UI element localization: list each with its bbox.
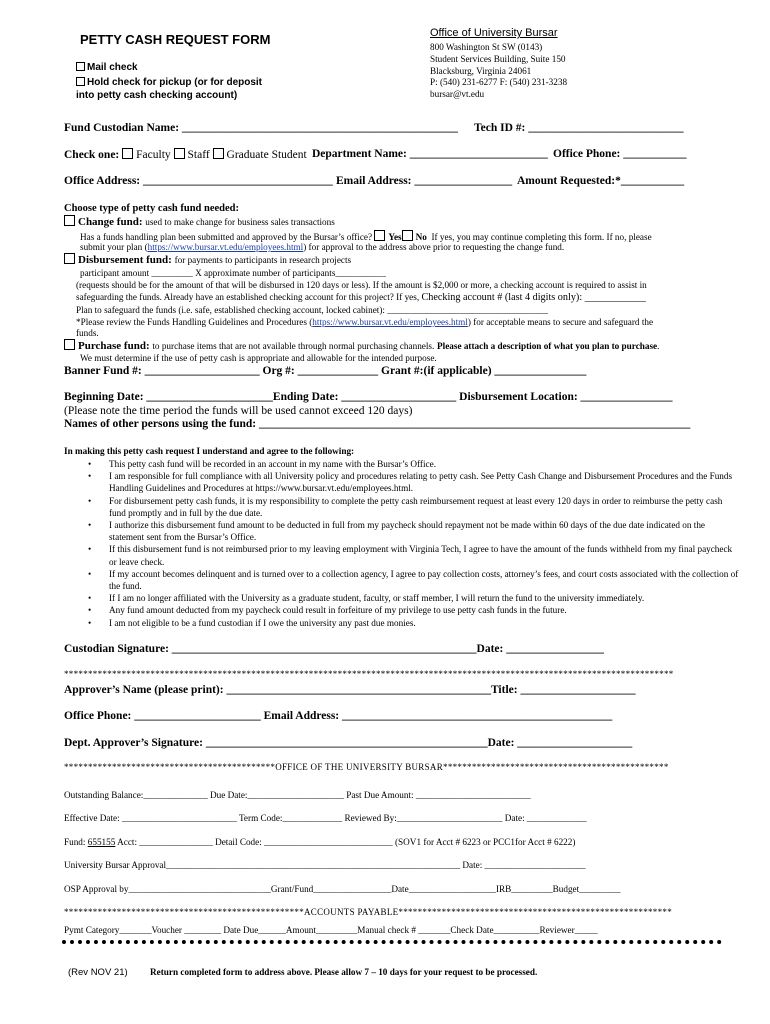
form-title: PETTY CASH REQUEST FORM <box>80 32 271 47</box>
agreement-item: • If my account becomes delinquent and is turned over to a collection agency, I agree to pay collection costs, attorney’s fees, and court costs associated with the collection of the fund. <box>64 568 740 592</box>
agreement-item: • I am not eligible to be a fund custodian if I owe the university any past due monies. <box>64 617 740 629</box>
accounts-payable-heading: **************************************************ACCOUNTS PAYABLE********************************************************* <box>64 907 673 917</box>
agreement-heading: In making this petty cash request I understand and agree to the following: <box>64 446 355 456</box>
fund-type-heading: Choose type of petty cash fund needed: <box>64 203 240 214</box>
agreement-list <box>64 458 740 629</box>
change-fund-line-2: submit your plan (https://www.bursar.vt.edu/employees.html) for approval to the address above prior to requesting the change fund. <box>80 242 565 252</box>
agreement-item: • I am responsible for full compliance with all University policy and procedures relating to petty cash. See Petty Cash Change and Disbursement Procedures and the Funds Handling Guidelines and Procedures at https://www.bursar.vt.edu/employees.html. <box>64 470 740 494</box>
dashed-separator <box>62 940 722 944</box>
no-checkbox[interactable] <box>402 230 413 241</box>
change-fund-checkbox[interactable] <box>64 215 75 226</box>
agreement-item: • If I am no longer affiliated with the University as a graduate student, faculty, or staff member, I will return the fund to the university immediately. <box>64 592 740 604</box>
email-address-field[interactable]: Email Address: _________________ <box>336 175 513 187</box>
office-address-field[interactable]: Office Address: _________________________________ <box>64 175 333 187</box>
change-fund-option: Change fund: used to make change for business sales transactions <box>64 215 335 228</box>
address-line-1: 800 Washington St SW (0143) <box>430 42 543 52</box>
disbursement-line-2: (requests should be for the amount of that will be disbursed in 120 days or less). If the amount is $2,000 or more, a checking account is required to assist in <box>76 280 647 290</box>
safeguard-plan-field[interactable]: Plan to safeguard the funds (i.e. safe, established checking account, locked cabinet): ___________________________________ <box>76 305 549 315</box>
mail-check-checkbox[interactable] <box>76 62 85 71</box>
purchase-fund-checkbox[interactable] <box>64 339 75 350</box>
disbursement-line-5: *Please review the Funds Handling Guidelines and Procedures (https://www.bursar.vt.edu/employees.html) for acceptable means to secure and safeguard the <box>76 317 654 327</box>
amount-requested-field[interactable]: Amount Requested:*___________ <box>517 175 685 187</box>
office-address-block <box>430 42 567 101</box>
payment-row[interactable]: Pymt Category_______Voucher ________ Date Due______Amount_________Manual check # _______Check Date__________Reviewer_____ <box>64 925 598 935</box>
return-instructions: Return completed form to address above. Please allow 7 – 10 days for your request to be processed. <box>150 967 538 977</box>
revision-label: (Rev NOV 21) <box>68 967 128 978</box>
purchase-fund-line-2: We must determine if the use of petty cash is appropriate and allowable for the intended purpose. <box>80 353 437 363</box>
yes-checkbox[interactable] <box>374 230 385 241</box>
agreement-item: • For disbursement petty cash funds, it is my responsibility to complete the petty cash reimbursement request at least every 120 days in order to reimburse the petty cash fund promptly and in full by the due date. <box>64 495 740 519</box>
disbursement-line-3: safeguarding the funds. Already have an established checking account for this project? If yes, Checking account # (last 4 digits only): ____________ <box>76 292 646 303</box>
address-line-2: Student Services Building, Suite 150 <box>430 53 566 64</box>
office-phone-field[interactable]: Office Phone: ___________ <box>553 148 687 160</box>
change-fund-link[interactable]: https://www.bursar.vt.edu/employees.html <box>147 242 304 252</box>
separator-stars: ******************************************************************************************************************************* <box>64 669 674 679</box>
graduate-student-checkbox[interactable] <box>213 148 224 159</box>
fund-number: 655155 <box>87 837 116 847</box>
other-persons-field[interactable]: Names of other persons using the fund: ___________________________________________________________________________ <box>64 418 691 430</box>
funds-handling-link[interactable]: https://www.bursar.vt.edu/employees.html <box>312 317 468 327</box>
bursar-office-heading: ********************************************OFFICE OF THE UNIVERSITY BURSAR*********************************************** <box>64 762 669 772</box>
osp-approval-row[interactable]: OSP Approval by_______________________________Grant/Fund_________________Date___________________IRB_________Budget_________ <box>64 884 621 894</box>
department-name-field[interactable]: Department Name: ________________________ <box>312 148 548 160</box>
banner-fund-org-grant-row[interactable]: Banner Fund #: ____________________ Org #: ______________ Grant #:(if applicable) ________________ <box>64 365 587 377</box>
agreement-item: • This petty cash fund will be recorded in an account in my name with the Bursar’s Office. <box>64 458 740 470</box>
mail-check-option: Mail check <box>76 62 138 73</box>
agreement-item: • Any fund amount deducted from my paycheck could result in forfeiture of my privilege to use petty cash funds in the future. <box>64 604 740 616</box>
check-one-row: Check one: Faculty Staff Graduate Student <box>64 149 307 161</box>
approver-phone-email-field[interactable]: Office Phone: ______________________ Email Address: _______________________________________________ <box>64 710 613 722</box>
dept-approver-signature-field[interactable]: Dept. Approver’s Signature: _________________________________________________Date: ____________________ <box>64 737 633 749</box>
time-period-note: (Please note the time period the funds will be used cannot exceed 120 days) <box>64 405 413 417</box>
dates-location-row[interactable]: Beginning Date: ______________________Ending Date: ____________________ Disbursement Location: ________________ <box>64 391 673 403</box>
fund-acct-row[interactable]: Fund: 655155 Acct: ________________ Detail Code: ____________________________ (SOV1 for Acct # 6223 or PCC1for Acct # 6222) <box>64 837 576 847</box>
tech-id-field[interactable]: Tech ID #: ___________________________ <box>474 122 684 134</box>
hold-check-option: Hold check for pickup (or for deposit <box>76 77 262 88</box>
fund-custodian-name-field[interactable]: Fund Custodian Name: ________________________________________________ <box>64 122 458 134</box>
effective-date-row[interactable]: Effective Date: _________________________ Term Code:_____________ Reviewed By:_______________________ Date: _____________ <box>64 813 587 823</box>
custodian-signature-field[interactable]: Custodian Signature: _____________________________________________________Date: _________________ <box>64 643 604 655</box>
phone-fax: P: (540) 231-6277 F: (540) 231-3238 <box>430 77 568 88</box>
purchase-fund-option: Purchase fund: to purchase items that are not available through normal purchasing channels. Please attach a description of what you plan to purchase. <box>64 339 659 352</box>
faculty-checkbox[interactable] <box>122 148 133 159</box>
change-fund-line-1: Has a funds handling plan been submitted and approved by the Bursar’s office? Yes No If yes, you may continue completing this form. If no, please <box>80 232 652 242</box>
participant-amount-field[interactable]: participant amount _________ X approximate number of participants___________ <box>80 268 386 278</box>
staff-checkbox[interactable] <box>174 148 185 159</box>
hold-check-checkbox[interactable] <box>76 77 85 86</box>
approver-name-field[interactable]: Approver’s Name (please print): ______________________________________________Title: ____________________ <box>64 684 636 696</box>
office-name: Office of University Bursar <box>430 27 558 39</box>
agreement-item: • If this disbursement fund is not reimbursed prior to my leaving employment with Virginia Tech, I agree to have the amount of the funds withheld from my final paycheck or leave check. <box>64 543 740 567</box>
disbursement-fund-checkbox[interactable] <box>64 253 75 264</box>
disbursement-line-6: funds. <box>76 328 99 338</box>
university-bursar-approval-row[interactable]: University Bursar Approval________________________________________________________________ Date: ______________________ <box>64 860 586 870</box>
outstanding-balance-row[interactable]: Outstanding Balance:______________ Due Date:_____________________ Past Due Amount: _________________________ <box>64 790 531 800</box>
agreement-item: • I authorize this disbursement fund amount to be deducted in full from my paycheck should repayment not be made within 60 days of the due date indicated on the statement sent from the Bursar’s Office. <box>64 519 740 543</box>
disbursement-fund-option: Disbursement fund: for payments to participants in research projects <box>64 253 351 266</box>
checking-account-field[interactable]: Checking account # (last 4 digits only): ____________ <box>421 292 646 303</box>
office-email: bursar@vt.edu <box>430 89 485 100</box>
hold-check-option-line2: into petty cash checking account) <box>76 90 238 101</box>
address-line-3: Blacksburg, Virginia 24061 <box>430 65 532 76</box>
